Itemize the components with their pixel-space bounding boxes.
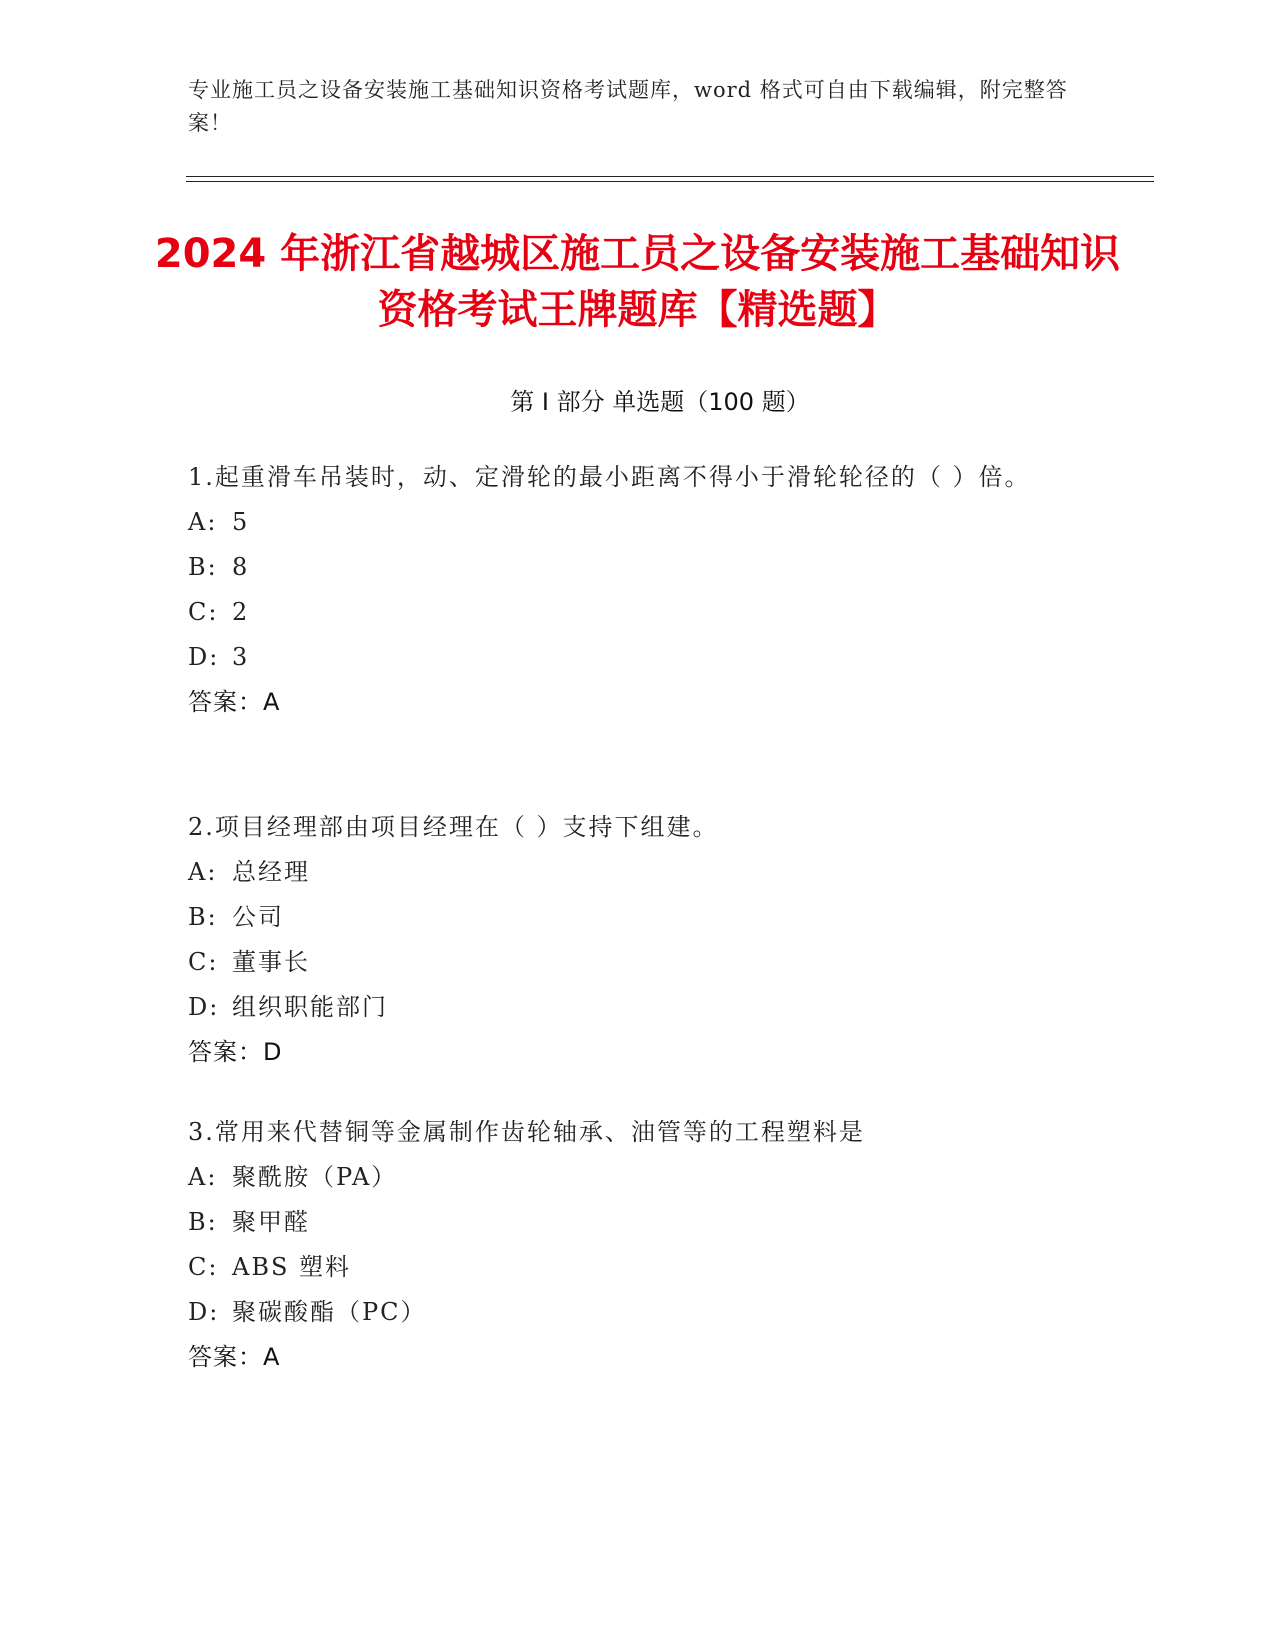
option-text: 3 bbox=[232, 643, 250, 671]
option-text: 董事长 bbox=[232, 948, 310, 976]
header-divider-thin bbox=[186, 181, 1154, 182]
option-a bbox=[188, 850, 1068, 895]
option-text: 聚碳酸酯（PC） bbox=[232, 1298, 427, 1326]
option-text: 聚甲醛 bbox=[232, 1208, 310, 1236]
option-key: B: bbox=[188, 553, 218, 581]
option-b bbox=[188, 545, 1068, 590]
header-divider-thick bbox=[186, 176, 1154, 177]
option-b bbox=[188, 895, 1068, 940]
option-c bbox=[188, 590, 1068, 635]
option-text: 聚酰胺（PA） bbox=[232, 1163, 398, 1191]
document-title: 2024 年浙江省越城区施工员之设备安装施工基础知识资格考试王牌题库【精选题】 bbox=[154, 231, 1121, 333]
answer: 答案：A bbox=[188, 688, 281, 716]
option-text: 组织职能部门 bbox=[232, 993, 388, 1021]
option-key: D: bbox=[188, 993, 220, 1021]
question-stem: 2.项目经理部由项目经理在（ ）支持下组建。 bbox=[188, 813, 719, 841]
question-2 bbox=[188, 805, 1068, 1075]
option-text: 总经理 bbox=[232, 858, 310, 886]
option-key: A: bbox=[188, 858, 218, 886]
option-key: C: bbox=[188, 948, 219, 976]
option-key: D: bbox=[188, 1298, 220, 1326]
option-c bbox=[188, 1245, 1068, 1290]
option-key: B: bbox=[188, 903, 218, 931]
section-heading: 第 I 部分 单选题（100 题） bbox=[510, 388, 810, 416]
option-d bbox=[188, 635, 1068, 680]
option-c bbox=[188, 940, 1068, 985]
question-1 bbox=[188, 455, 1068, 725]
option-text: 5 bbox=[232, 508, 250, 536]
option-key: D: bbox=[188, 643, 220, 671]
option-d bbox=[188, 1290, 1068, 1335]
option-text: 2 bbox=[232, 598, 250, 626]
option-a bbox=[188, 500, 1068, 545]
option-text: ABS 塑料 bbox=[232, 1253, 352, 1281]
option-key: C: bbox=[188, 1253, 219, 1281]
question-3 bbox=[188, 1110, 1068, 1380]
option-key: C: bbox=[188, 598, 219, 626]
answer: 答案：D bbox=[188, 1038, 283, 1066]
answer: 答案：A bbox=[188, 1343, 281, 1371]
option-text: 8 bbox=[232, 553, 250, 581]
header-note: 专业施工员之设备安装施工基础知识资格考试题库，word 格式可自由下载编辑，附完整答案！ bbox=[188, 78, 1068, 135]
option-a bbox=[188, 1155, 1068, 1200]
question-stem: 3.常用来代替铜等金属制作齿轮轴承、油管等的工程塑料是 bbox=[188, 1118, 865, 1146]
question-stem: 1.起重滑车吊装时，动、定滑轮的最小距离不得小于滑轮轮径的（ ）倍。 bbox=[188, 463, 1031, 491]
option-key: B: bbox=[188, 1208, 218, 1236]
option-key: A: bbox=[188, 1163, 218, 1191]
option-b bbox=[188, 1200, 1068, 1245]
option-d bbox=[188, 985, 1068, 1030]
option-text: 公司 bbox=[232, 903, 284, 931]
option-key: A: bbox=[188, 508, 218, 536]
